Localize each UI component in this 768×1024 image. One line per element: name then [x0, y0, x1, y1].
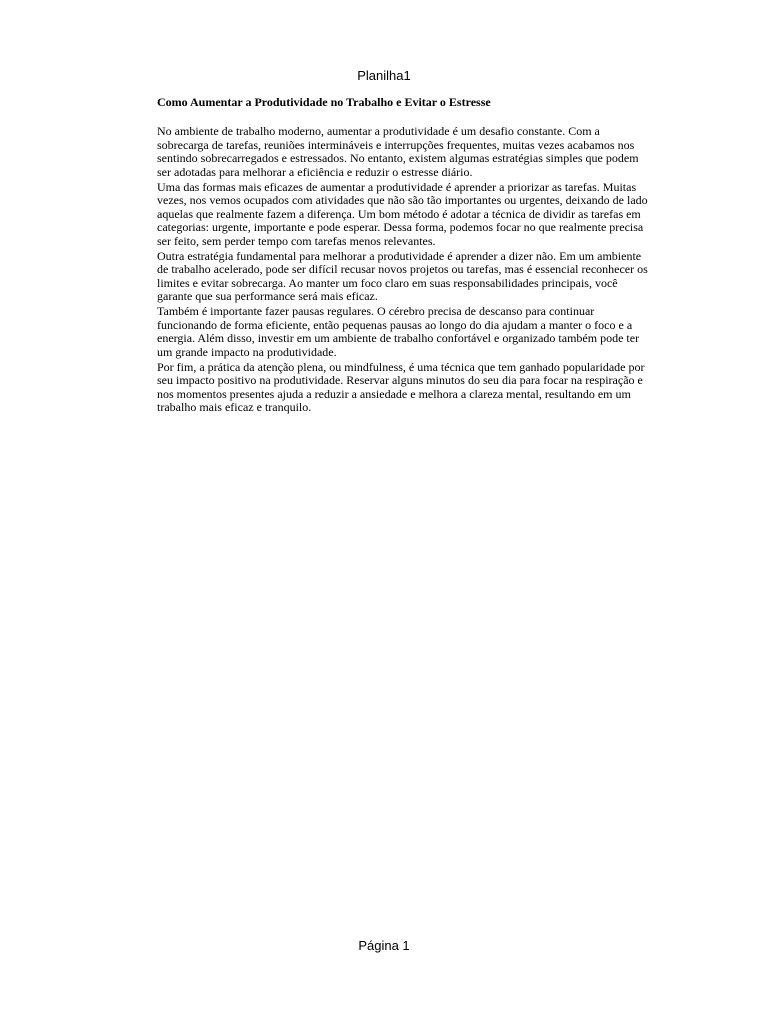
- paragraph-3: Outra estratégia fundamental para melhorar a produtividade é aprender a dizer não. Em um ambiente de trabalho acelerado, pode ser difícil recusar novos projetos ou tarefas, mas é essencial reconhecer os limites e evitar sobrecarga. Ao manter um foco claro em suas responsabilidades principais, você garante que sua performance será mais eficaz.: [157, 248, 648, 303]
- paragraph-4: Também é importante fazer pausas regulares. O cérebro precisa de descanso para continuar funcionando de forma eficiente, então pequenas pausas ao longo do dia ajudam a manter o foco e a energia. Além disso, investir em um ambiente de trabalho confortável e organizado também pode ter um grande impacto na produtividade.: [157, 304, 640, 359]
- paragraph-5: Por fim, a prática da atenção plena, ou mindfulness, é uma técnica que tem ganhado popularidade por seu impacto positivo na produtividade. Reservar alguns minutos do seu dia para focar na respiração e nos momentos presentes ajuda a reduzir a ansiedade e melhora a clareza mental, resultando em um trabalho mais eficaz e tranquilo.: [157, 359, 645, 414]
- page-number-footer: Página 1: [358, 938, 410, 953]
- document-title: Como Aumentar a Produtividade no Trabalho e Evitar o Estresse: [157, 95, 491, 109]
- paragraph-1: No ambiente de trabalho moderno, aumentar a produtividade é um desafio constante. Com a sobrecarga de tarefas, reuniões intermináveis e interrupções frequentes, muitas vezes acabamos nos sentindo sobrecarregados e estressados. No entanto, existem algumas estratégias simples que podem ser adotadas para melhorar a eficiência e reduzir o estresse diário.: [157, 124, 639, 179]
- document-body: [157, 95, 652, 416]
- paragraph-2: Uma das formas mais eficazes de aumentar a produtividade é aprender a priorizar as tarefas. Muitas vezes, nos vemos ocupados com atividades que não são tão importantes ou urgentes, deixando de lado aquelas que realmente fazem a diferença. Um bom método é adotar a técnica de dividir as tarefas em categorias: urgente, importante e pode esperar. Dessa forma, podemos focar no que realmente precisa ser feito, sem perder tempo com tarefas menos relevantes.: [157, 179, 648, 248]
- sheet-name-header: Planilha1: [357, 68, 411, 83]
